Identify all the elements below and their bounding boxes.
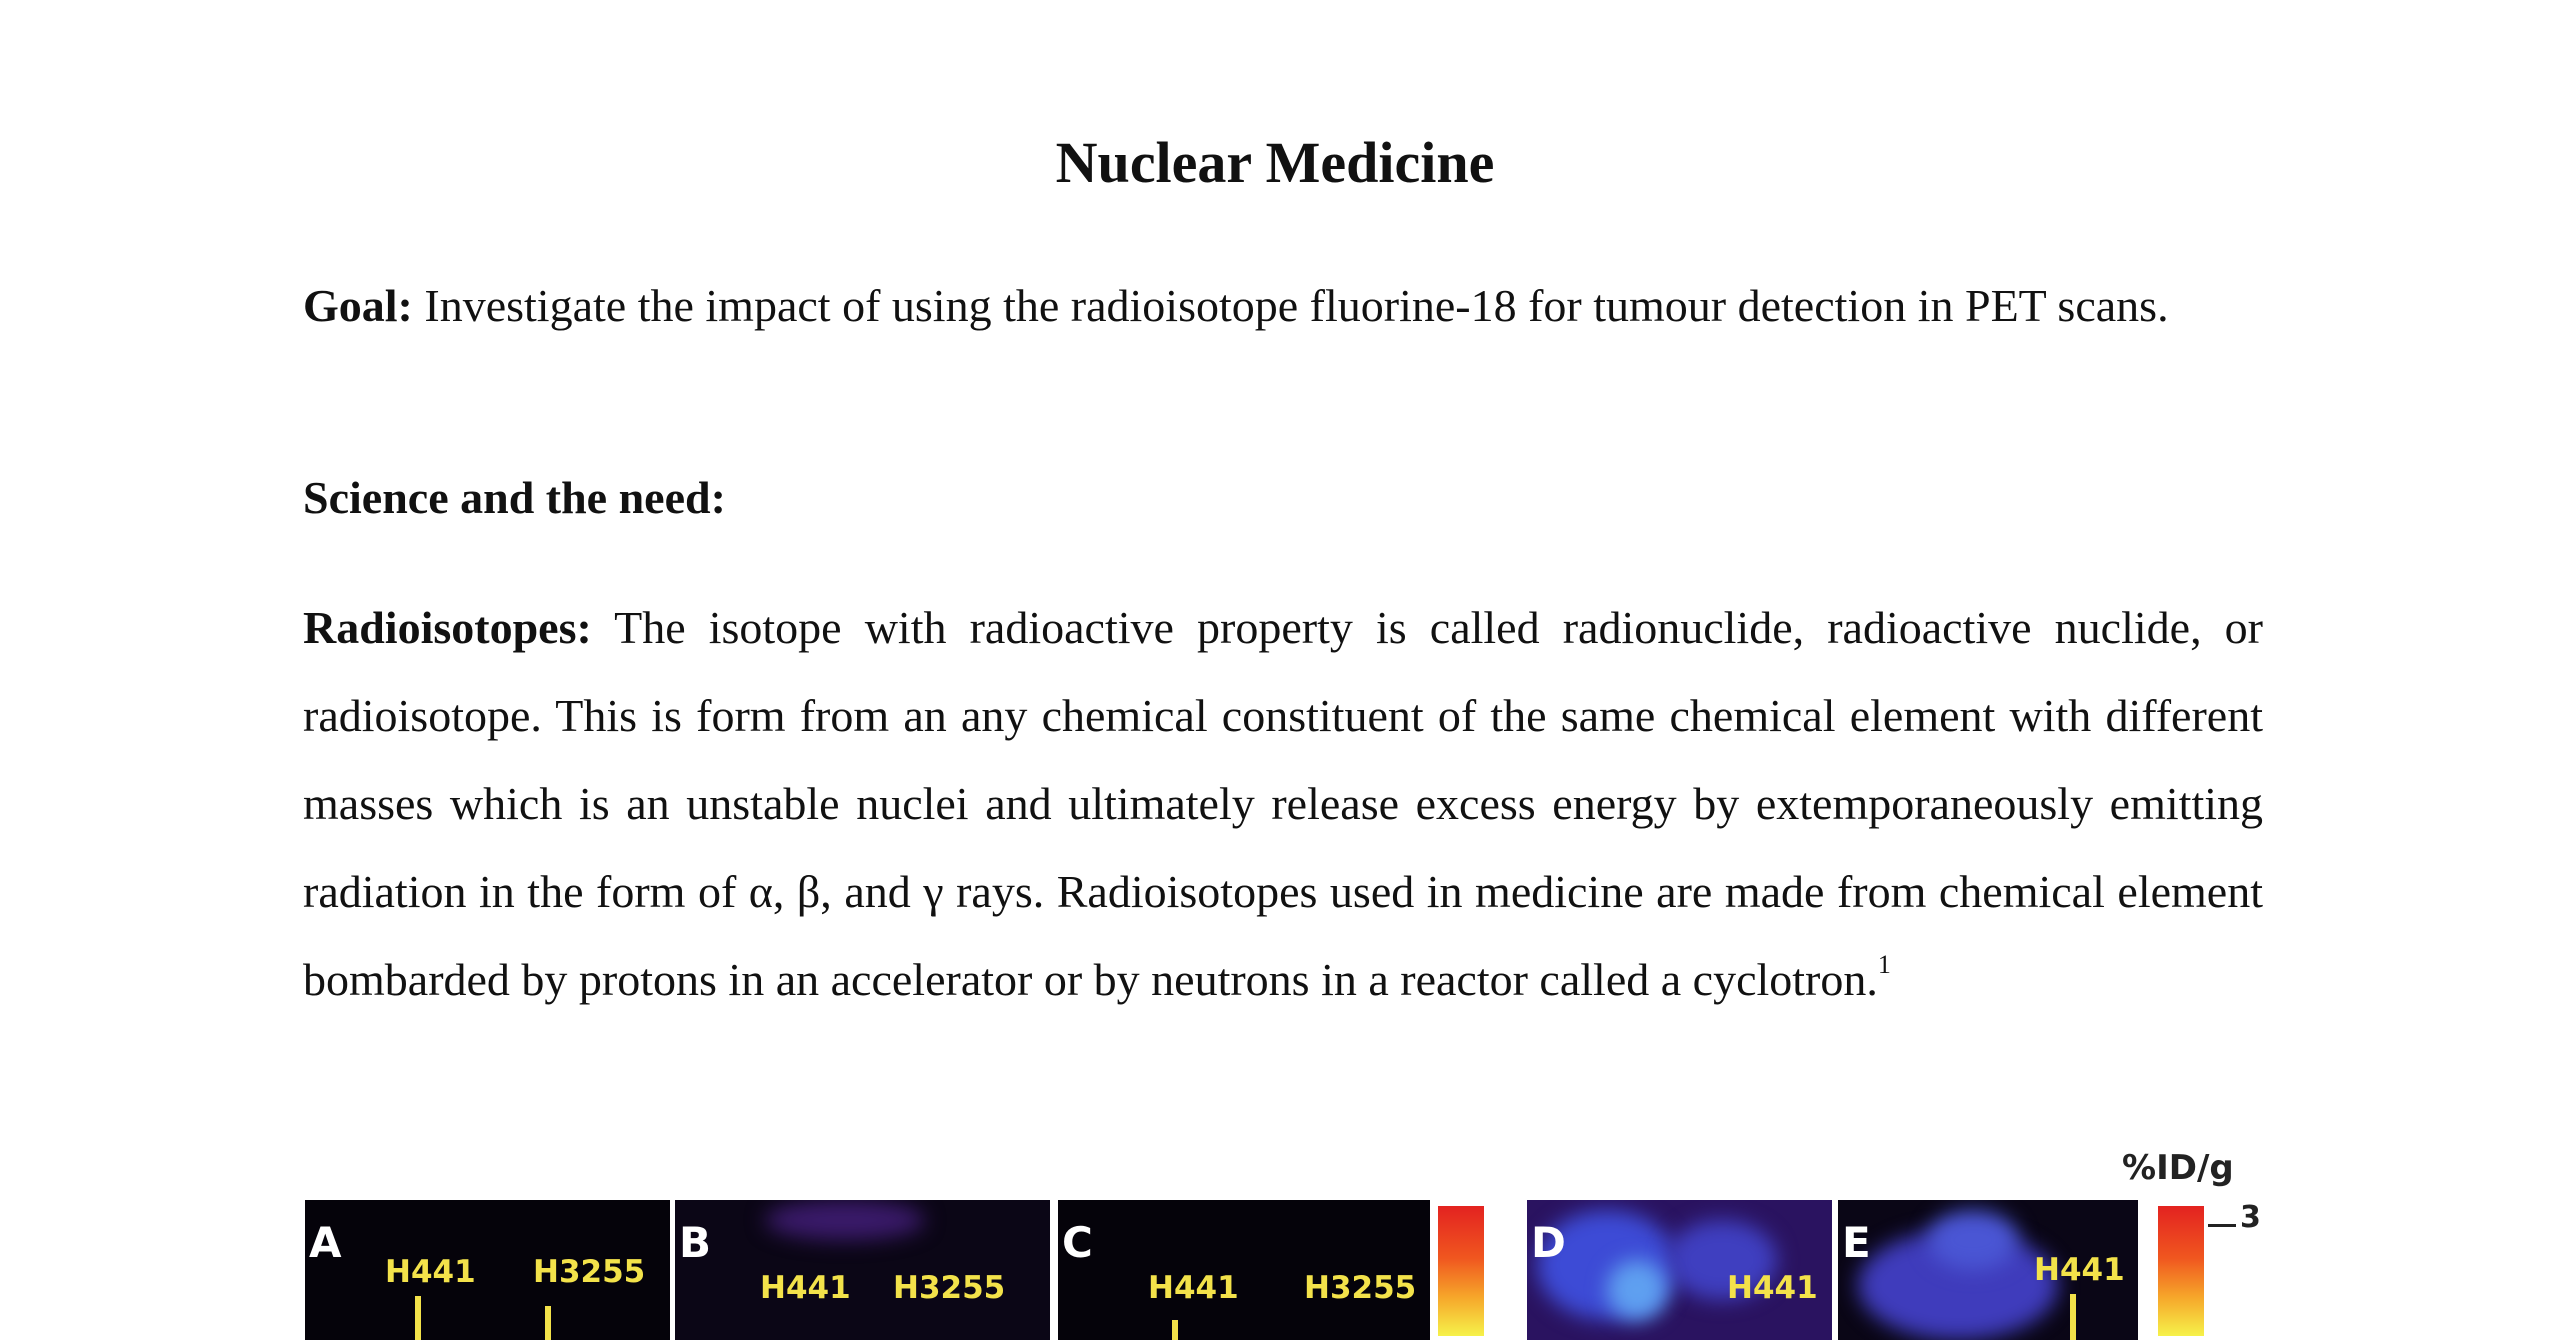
tumor-marker — [2070, 1294, 2076, 1340]
panel-c — [1058, 1200, 1430, 1340]
uptake-region — [1607, 1260, 1667, 1320]
panel-a — [305, 1200, 670, 1340]
uptake-region — [1928, 1210, 2018, 1270]
tumor-label-h441: H441 — [1148, 1270, 1239, 1306]
tumor-label-h3255: H3255 — [533, 1254, 646, 1290]
radioisotopes-label: Radioisotopes: — [303, 602, 592, 653]
radioisotopes-text: The isotope with radioactive property is called radionuclide, radioactive nuclide, or radioisotope. This is form from an any chemical constituent of the same chemical element with different masses which is an unstable nuclei and ultimately release excess energy by extemporaneously emitting radiation in the form of α, β, and γ rays. Radioisotopes used in medicine are made from chemical element bombarded by protons in an accelerator or by neutrons in a reactor called a cyclotron. — [303, 602, 2263, 1005]
tumor-marker — [1172, 1320, 1178, 1340]
panel-letter: A — [309, 1218, 342, 1267]
panel-letter: D — [1531, 1218, 1566, 1267]
panel-letter: B — [679, 1218, 712, 1267]
color-scale-bar — [1438, 1206, 1484, 1336]
goal-label: Goal: — [303, 280, 413, 331]
scale-unit-label: %ID/g — [2122, 1148, 2234, 1188]
color-scale-bar — [2158, 1206, 2204, 1336]
goal-text: Investigate the impact of using the radioisotope fluorine-18 for tumour detection in PET scans. — [424, 280, 2169, 331]
tumor-label-h3255: H3255 — [1304, 1270, 1417, 1306]
panel-e — [1838, 1200, 2138, 1340]
goal-paragraph — [303, 262, 2263, 350]
panel-d — [1527, 1200, 1832, 1340]
panel-letter: C — [1062, 1218, 1093, 1267]
tumor-label-h3255: H3255 — [893, 1270, 1006, 1306]
tumor-label-h441: H441 — [1727, 1270, 1818, 1306]
panel-letter: E — [1842, 1218, 1871, 1267]
science-heading: Science and the need: — [303, 472, 726, 523]
uptake-region — [765, 1200, 925, 1240]
tumor-label-h441: H441 — [760, 1270, 851, 1306]
tumor-marker — [415, 1296, 421, 1340]
page-title: Nuclear Medicine — [1055, 130, 1495, 195]
tumor-marker — [545, 1306, 551, 1340]
pet-scan-figure — [0, 1140, 2550, 1326]
footnote-ref[interactable]: 1 — [1877, 950, 1891, 979]
panel-b — [675, 1200, 1050, 1340]
tumor-label-h441: H441 — [385, 1254, 476, 1290]
tumor-label-h441: H441 — [2034, 1252, 2125, 1288]
radioisotopes-paragraph — [303, 584, 2263, 1024]
scale-max-label: 3 — [2240, 1200, 2261, 1235]
scale-tick — [2208, 1224, 2236, 1227]
